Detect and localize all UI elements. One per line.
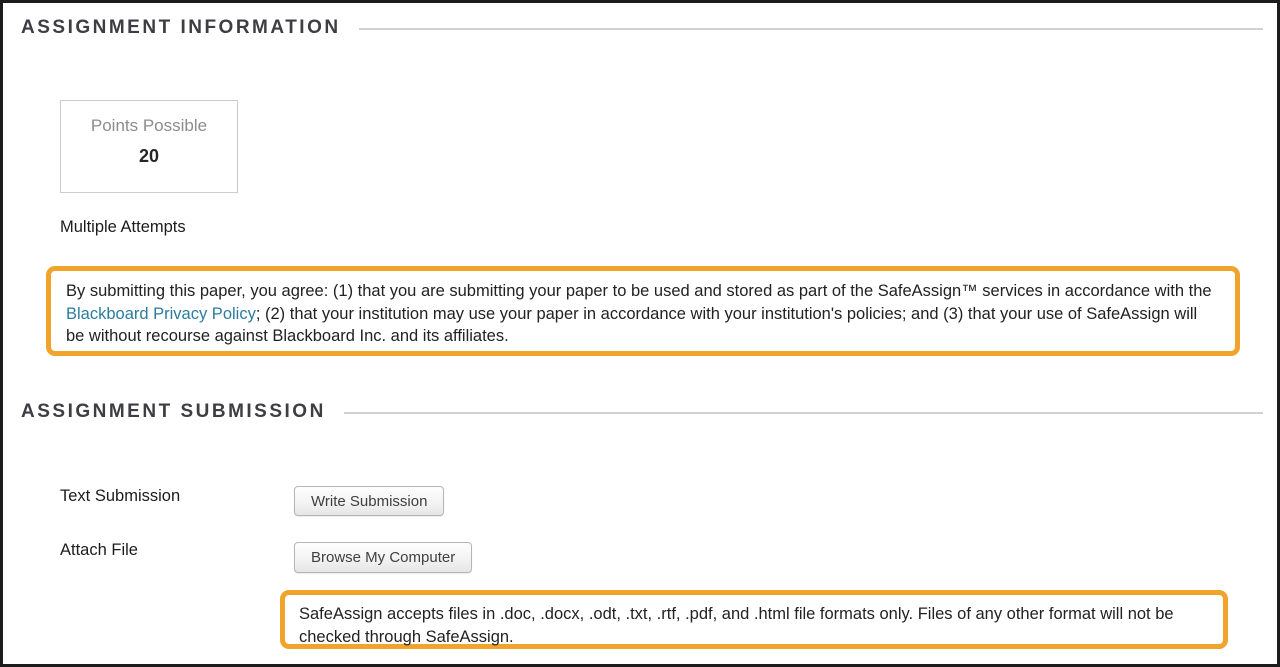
text-submission-label: Text Submission [60,487,181,505]
assignment-submission-title: ASSIGNMENT SUBMISSION [21,401,326,422]
attach-file-label: Attach File [60,541,138,559]
browse-my-computer-button[interactable]: Browse My Computer [294,542,472,573]
multiple-attempts-label: Multiple Attempts [60,218,186,236]
safeassign-agreement-notice [46,266,1240,356]
write-submission-button[interactable]: Write Submission [294,486,444,516]
points-possible-label: Points Possible [90,116,208,135]
blackboard-privacy-policy-link[interactable]: Blackboard Privacy Policy [66,304,256,323]
section-divider-line [344,412,1263,414]
points-possible-box [60,100,238,193]
assignment-information-title: ASSIGNMENT INFORMATION [21,17,341,38]
section-divider-line [359,28,1263,30]
agreement-text-before-link: By submitting this paper, you agree: (1) that you are submitting your paper to be used and stored as part of the SafeAssign™ services in accordance with the [66,282,1212,300]
agreement-text-after-link: ; (2) that your institution may use your paper in accordance with your institution's policies; and (3) that your use of SafeAssign will be without recourse against Blackboard Inc. and its affiliates. [66,304,1198,345]
points-possible-value: 20 [138,146,160,166]
assignment-submission-header [21,401,1263,423]
assignment-information-header [21,17,1263,39]
safeassign-file-format-notice: SafeAssign accepts files in .doc, .docx, .odt, .txt, .rtf, .pdf, and .html file formats only. Files of any other format will not be checked through SafeAssign. [280,590,1228,649]
